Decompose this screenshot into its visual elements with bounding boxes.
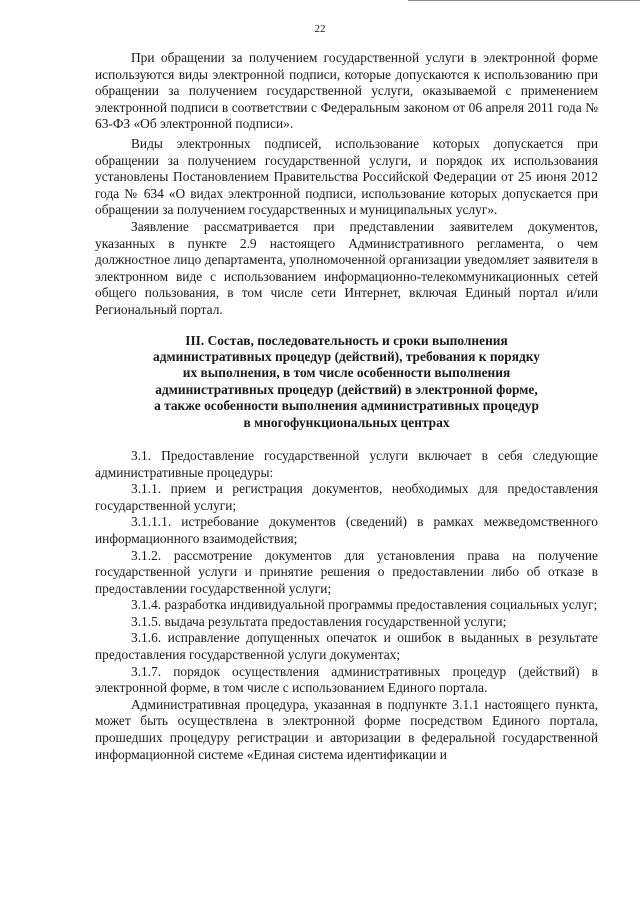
list-item: 3.1.2. рассмотрение документов для установления права на получение государственной услуги и принятие решения о предоставлении либо об отказе в предоставлении государственной услуги; [95, 547, 598, 596]
paragraph: 3.1. Предоставление государственной услуги включает в себя следующие административные процедуры: [95, 447, 598, 480]
paragraph: Административная процедура, указанная в подпункте 3.1.1 настоящего пункта, может быть осуществлена в электронной форме посредством Единого портала, прошедших процедуру регистрации и авторизации в федеральной государственной информационной системе «Единая система идентификации и [95, 696, 598, 762]
list-item: 3.1.4. разработка индивидуальной программы предоставления социальных услуг; [131, 597, 598, 613]
section-heading-line: III. Состав, последовательность и сроки выполнения [185, 332, 508, 348]
section-heading-line: административных процедур (действий) в электронной форме, [155, 381, 538, 397]
document-body [95, 50, 598, 763]
list-item: 3.1.5. выдача результата предоставления государственной услуги; [131, 613, 507, 629]
scan-edge-line [408, 0, 640, 1]
section-heading-line: в многофункциональных центрах [243, 414, 450, 430]
section-heading-line: а также особенности выполнения административных процедур [154, 398, 539, 414]
paragraph: Виды электронных подписей, использование которых допускается при обращении за получением государственной услуги, и порядок их использования установлены Постановлением Правительства Российской Федерации от 25 июня 2012 года № 634 «О видах электронной подписи, использование которых допускается при обращении за получением государственных и муниципальных услуг». [95, 135, 598, 218]
page-number: 22 [314, 23, 326, 35]
list-item: 3.1.7. порядок осуществления административных процедур (действий) в электронной форме, в том числе с использованием Единого портала. [95, 663, 598, 696]
section-heading-line: их выполнения, в том числе особенности выполнения [182, 365, 511, 381]
section-heading-line: административных процедур (действий), требования к порядку [153, 348, 540, 364]
paragraph: Заявление рассматривается при представлении заявителем документов, указанных в пункте 2.9 настоящего Административного регламента, о чем должностное лицо департамента, уполномоченной организации уведомляет заявителя в электронном виде с использованием информационно-телекоммуникационных сетей общего пользования, в том числе сети Интернет, включая Единый портал и/или Региональный портал. [95, 218, 598, 317]
paragraph: При обращении за получением государственной услуги в электронной форме используются виды электронной подписи, которые допускаются к использованию при обращении за получением государственной услуги, оказываемой с применением электронной подписи в соответствии с Федеральным законом от 06 апреля 2011 года № 63-ФЗ «Об электронной подписи». [95, 50, 598, 132]
list-item: 3.1.6. исправление допущенных опечаток и ошибок в выданных в результате предоставления государственной услуги документах; [95, 630, 598, 663]
list-item: 3.1.1.1. истребование документов (сведений) в рамках межведомственного информационного взаимодействия; [95, 514, 598, 546]
list-item: 3.1.1. прием и регистрация документов, необходимых для предоставления государственной услуги; [95, 481, 598, 513]
section-heading [95, 333, 598, 431]
